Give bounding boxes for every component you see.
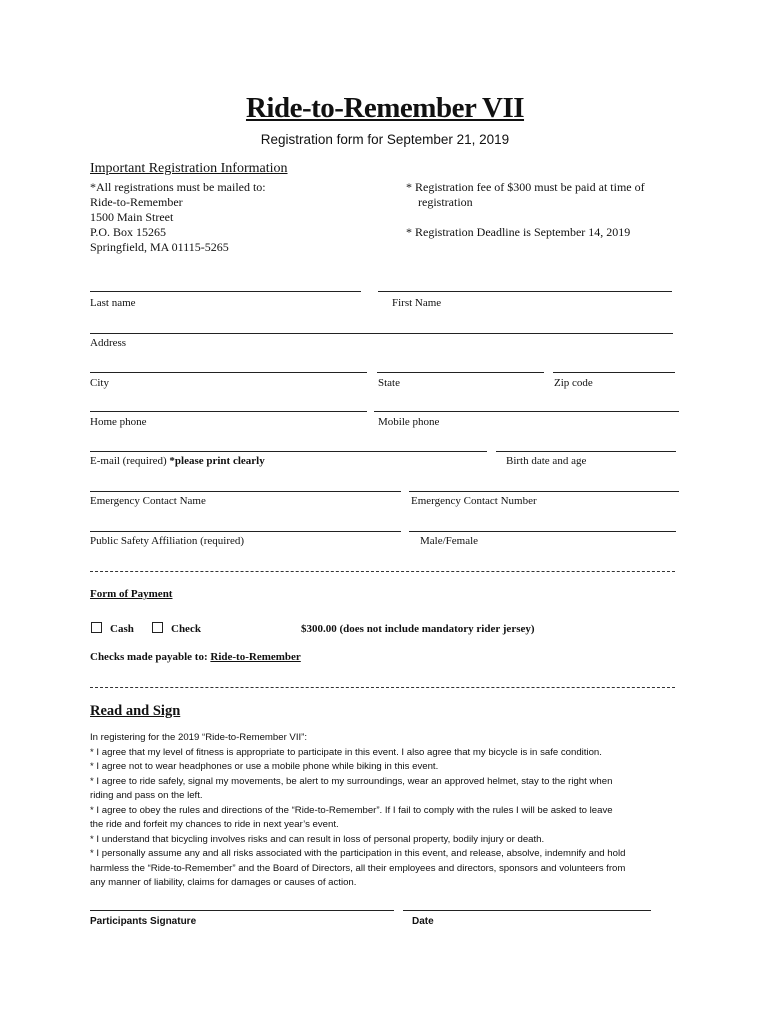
agreement-line: * I understand that bicycling involves risks and can result in loss of personal property, bodily injury or death. [90, 833, 545, 845]
agreement-line: any manner of liability, claims for damages or causes of action. [90, 877, 357, 888]
first-name-label: First Name [392, 297, 442, 309]
payable-line [90, 651, 301, 663]
emergency-name-label: Emergency Contact Name [90, 495, 206, 507]
signature-field[interactable] [90, 910, 394, 911]
date-label: Date [412, 916, 434, 927]
emergency-number-label: Emergency Contact Number [411, 495, 537, 507]
agreement-line: * I agree not to wear headphones or use a mobile phone while biking in this event. [90, 761, 439, 772]
fee-line-2: registration [418, 195, 473, 209]
check-option[interactable] [152, 622, 201, 635]
cash-option[interactable] [91, 622, 134, 635]
emergency-number-field[interactable] [409, 491, 679, 492]
last-name-label: Last name [90, 297, 136, 309]
agreement-line: * I personally assume any and all risks associated with the participation in this event, and release, absolve, indemnify and hold [90, 848, 626, 859]
agreement-line: * I agree that my level of fitness is appropriate to participate in this event. I also agree that my bicycle is in safe condition. [90, 746, 602, 758]
important-heading: Important Registration Information [90, 161, 288, 176]
read-sign-heading: Read and Sign [90, 703, 181, 719]
address-label: Address [90, 337, 127, 349]
birth-label: Birth date and age [506, 455, 587, 467]
agreement-line: harmless the “Ride-to-Remember” and the Board of Directors, all their employees and directors, sponsors and volunteers from [90, 862, 626, 874]
mail-line: P.O. Box 15265 [90, 225, 167, 239]
fee-line-1: * Registration fee of $300 must be paid at time of [406, 180, 645, 194]
zip-label: Zip code [554, 377, 593, 389]
payment-amount: $300.00 (does not include mandatory rider jersey) [301, 623, 535, 635]
mobile-phone-label: Mobile phone [378, 416, 440, 428]
payable-to: Ride-to-Remember [210, 651, 301, 663]
last-name-field[interactable] [90, 291, 361, 292]
date-field[interactable] [403, 910, 651, 911]
email-label-text: E-mail (required) [90, 455, 170, 467]
section-divider [90, 687, 675, 688]
home-phone-label: Home phone [90, 416, 147, 428]
safety-affiliation-field[interactable] [90, 531, 401, 532]
city-field[interactable] [90, 372, 367, 373]
mail-line: Ride-to-Remember [90, 195, 183, 209]
agreement-line: the ride and forfeit my chances to ride in next year’s event. [90, 819, 339, 830]
agreement-line: riding and pass on the left. [90, 790, 203, 801]
page-title: Ride-to-Remember VII [245, 92, 525, 124]
agreement-line: * I agree to ride safely, signal my movements, be alert to my surroundings, wear an approved helmet, stay to the right when [90, 775, 613, 787]
payment-heading: Form of Payment [90, 588, 173, 600]
check-checkbox[interactable] [152, 622, 163, 633]
state-field[interactable] [377, 372, 544, 373]
city-label: City [90, 377, 109, 389]
safety-affiliation-label: Public Safety Affiliation (required) [90, 535, 245, 547]
email-label [90, 455, 265, 467]
check-label: Check [171, 623, 201, 635]
first-name-field[interactable] [378, 291, 672, 292]
mail-line: 1500 Main Street [90, 210, 174, 224]
address-field[interactable] [90, 333, 673, 334]
mobile-phone-field[interactable] [374, 411, 679, 412]
signature-label: Participants Signature [90, 916, 197, 927]
zip-field[interactable] [553, 372, 675, 373]
state-label: State [378, 377, 400, 389]
email-field[interactable] [90, 451, 487, 452]
agreement-text [90, 731, 625, 891]
cash-checkbox[interactable] [91, 622, 102, 633]
agreement-line: In registering for the 2019 “Ride-to-Remember VII”: [90, 732, 308, 743]
email-note: *please print clearly [169, 455, 265, 467]
mailing-address [90, 180, 266, 255]
gender-label: Male/Female [420, 535, 479, 547]
home-phone-field[interactable] [90, 411, 367, 412]
cash-label: Cash [110, 623, 134, 635]
section-divider [90, 571, 675, 572]
mail-line: *All registrations must be mailed to: [90, 180, 266, 194]
agreement-line: * I agree to obey the rules and directions of the “Ride-to-Remember”. If I fail to comply with the rules I will be asked to leave [90, 804, 613, 816]
page-subtitle: Registration form for September 21, 2019 [260, 132, 510, 147]
mail-line: Springfield, MA 01115-5265 [90, 240, 229, 254]
deadline-note: * Registration Deadline is September 14, 2019 [406, 225, 631, 239]
gender-field[interactable] [409, 531, 676, 532]
payable-label: Checks made payable to: [90, 651, 211, 663]
birth-field[interactable] [496, 451, 676, 452]
emergency-name-field[interactable] [90, 491, 401, 492]
